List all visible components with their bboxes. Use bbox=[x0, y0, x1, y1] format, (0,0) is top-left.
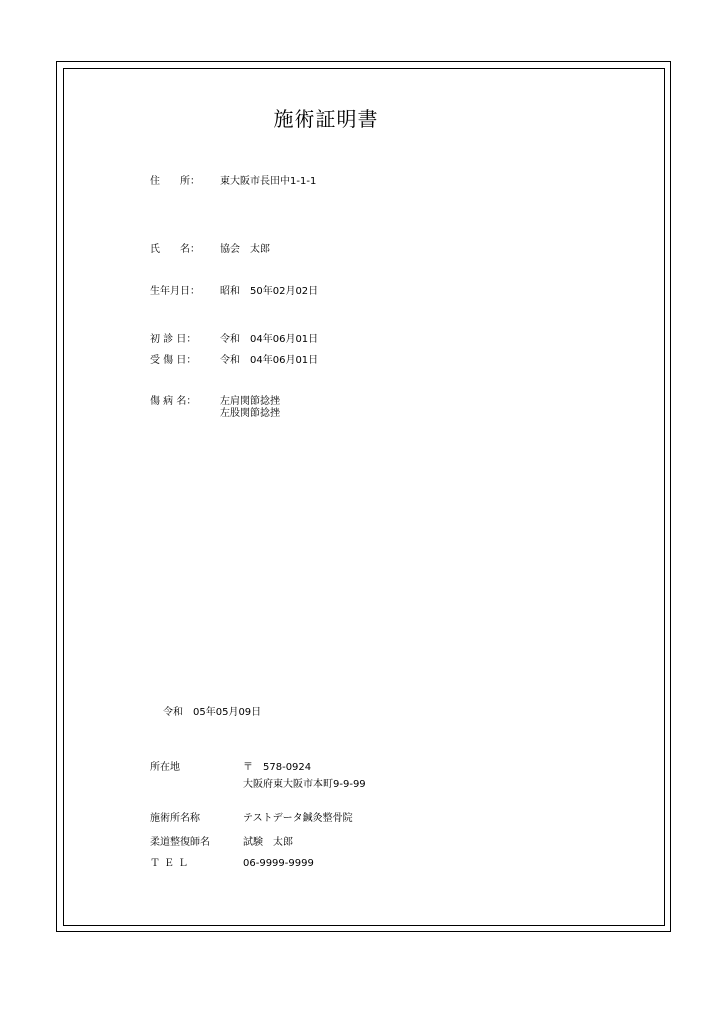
address-label: 住 所： bbox=[150, 176, 200, 187]
clinic-address: 大阪府東大阪市本町9-9-99 bbox=[243, 779, 366, 790]
injury-date-value: 令和 04年06月01日 bbox=[220, 355, 319, 366]
diagnosis-label: 傷 病 名： bbox=[150, 396, 197, 407]
issue-date: 令和 05年05月09日 bbox=[163, 707, 262, 718]
name-value: 協会 太郎 bbox=[220, 244, 270, 255]
clinic-name: テストデータ鍼灸整骨院 bbox=[243, 813, 353, 824]
inner-border bbox=[63, 68, 665, 926]
birth-value: 昭和 50年02月02日 bbox=[220, 286, 319, 297]
practitioner-name: 試験 太郎 bbox=[243, 837, 293, 848]
first-visit-value: 令和 04年06月01日 bbox=[220, 334, 319, 345]
first-visit-label: 初 診 日： bbox=[150, 334, 197, 345]
postal-code: 〒 578-0924 bbox=[243, 762, 312, 773]
diagnosis-item: 左股関節捻挫 bbox=[220, 408, 280, 419]
diagnosis-item: 左肩関節捻挫 bbox=[220, 396, 280, 407]
location-label: 所在地 bbox=[150, 762, 180, 773]
address-value: 東大阪市長田中1-1-1 bbox=[220, 176, 317, 187]
birth-label: 生年月日： bbox=[150, 286, 200, 297]
practitioner-label: 柔道整復師名 bbox=[150, 837, 210, 848]
tel-value: 06-9999-9999 bbox=[243, 858, 314, 869]
tel-label: ＴＥＬ bbox=[150, 858, 192, 869]
injury-date-label: 受 傷 日： bbox=[150, 355, 197, 366]
clinic-name-label: 施術所名称 bbox=[150, 813, 200, 824]
document-title: 施術証明書 bbox=[273, 107, 379, 131]
name-label: 氏 名： bbox=[150, 244, 200, 255]
